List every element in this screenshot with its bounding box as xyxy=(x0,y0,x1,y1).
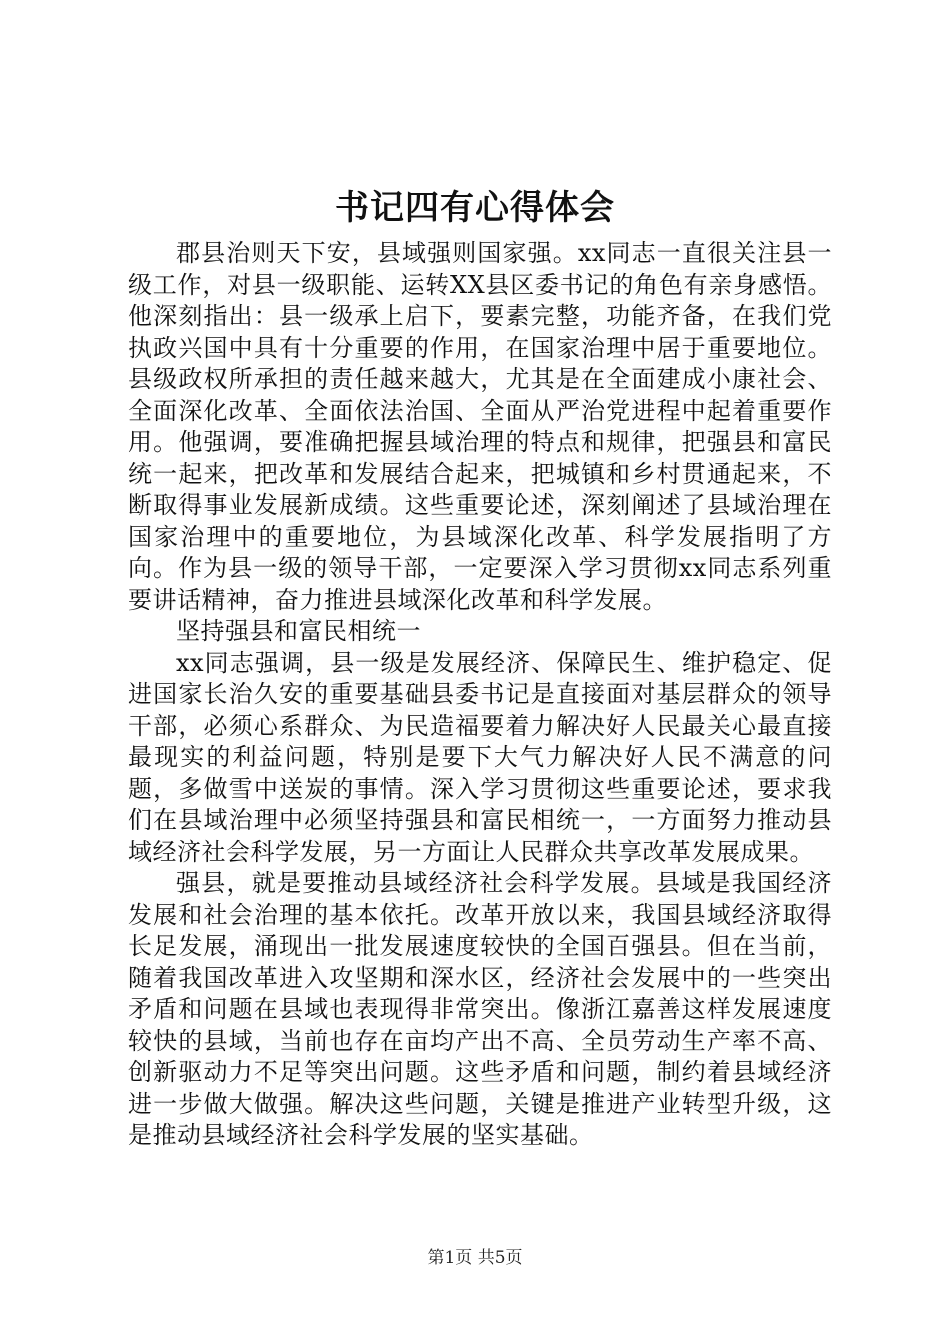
document-title: 书记四有心得体会 xyxy=(335,188,615,228)
section-heading: 坚持强县和富民相统一 xyxy=(176,617,421,645)
paragraph-intro: 郡县治则天下安，县域强则国家强。xx同志一直很关注县一级工作，对县一级职能、运转XX县区委书记的角色有亲身感悟。他深刻指出：县一级承上启下，要素完整，功能齐备，在我们党执政兴国中具有十分重要的作用，在国家治理中居于重要地位。县级政权所承担的责任越来越大，尤其是在全面建成小康社会、全面深化改革、全面依法治国、全面从严治党进程中起着重要作用。他强调，要准确把握县域治理的特点和规律，把强县和富民统一起来，把改革和发展结合起来，把城镇和乡村贯通起来，不断取得事业发展新成绩。这些重要论述，深刻阐述了县域治理在国家治理中的重要地位，为县域深化改革、科学发展指明了方向。作为县一级的领导干部，一定要深入学习贯彻xx同志系列重要讲话精神，奋力推进县域深化改革和科学发展。 xyxy=(128,239,832,614)
document-body xyxy=(128,238,832,1152)
page-number-footer: 第1页 共5页 xyxy=(427,1248,523,1268)
paragraph-strong-county: 强县，就是要推动县域经济社会科学发展。县域是我国经济发展和社会治理的基本依托。改革开放以来，我国县域经济取得长足发展，涌现出一批发展速度较快的全国百强县。但在当前，随着我国改革进入攻坚期和深水区，经济社会发展中的一些突出矛盾和问题在县域也表现得非常突出。像浙江嘉善这样发展速度较快的县域，当前也存在亩均产出不高、全员劳动生产率不高、创新驱动力不足等突出问题。这些矛盾和问题，制约着县域经济进一步做大做强。解决这些问题，关键是推进产业转型升级，这是推动县域经济社会科学发展的坚实基础。 xyxy=(128,869,832,1149)
paragraph-county-level: xx同志强调，县一级是发展经济、保障民生、维护稳定、促进国家长治久安的重要基础县委书记是直接面对基层群众的领导干部，必须心系群众、为民造福要着力解决好人民最关心最直接最现实的利益问题，特别是要下大气力解决好人民不满意的问题，多做雪中送炭的事情。深入学习贯彻这些重要论述，要求我们在县域治理中必须坚持强县和富民相统一，一方面努力推动县域经济社会科学发展，另一方面让人民群众共享改革发展成果。 xyxy=(128,648,832,866)
